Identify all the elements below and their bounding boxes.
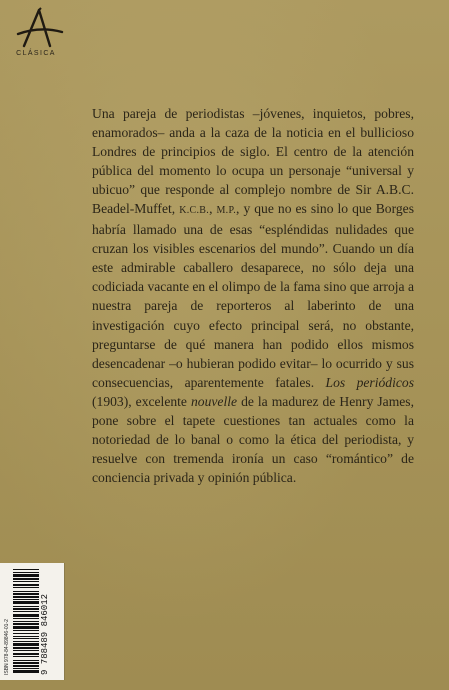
barcode-bar xyxy=(13,618,39,619)
barcode-bar xyxy=(13,623,39,625)
barcode-bar xyxy=(13,621,39,622)
barcode-bar xyxy=(13,662,39,664)
barcode-bar xyxy=(13,574,39,577)
barcode-bar xyxy=(13,608,39,610)
barcode-bar xyxy=(13,630,39,631)
barcode-bar xyxy=(13,581,39,582)
barcode-isbn: ISBN 978-84-89846-01-2 xyxy=(4,619,10,675)
barcode-bar xyxy=(13,593,39,595)
barcode-bar xyxy=(13,606,39,607)
barcode-bar xyxy=(13,569,39,570)
barcode-bar xyxy=(13,611,39,612)
kcb-abbrev: K.C.B. xyxy=(179,205,210,217)
barcode-bar xyxy=(13,653,39,655)
barcode-bar xyxy=(13,633,39,634)
barcode-bar xyxy=(13,643,39,646)
barcode-bar xyxy=(13,578,39,580)
barcode-bar xyxy=(13,647,39,649)
barcode-bars xyxy=(0,563,64,680)
barcode-bar xyxy=(13,638,39,639)
barcode xyxy=(0,563,65,680)
barcode-bar xyxy=(13,587,39,588)
barcode-bar xyxy=(13,641,39,642)
barcode-bar xyxy=(13,668,39,669)
logo-label: CLÁSICA xyxy=(16,50,56,57)
barcode-bar xyxy=(13,591,39,592)
barcode-bar xyxy=(13,636,39,637)
blurb-text: Una pareja de periodistas –jóvenes, inquietos, pobres, enamorados– anda a la caza de la noticia en el bullicioso Londres de principios de siglo. El centro de la atención pública del momento lo ocupa un personaje “universal y ubicuo” que responde al complejo nombre de Sir A.B.C. Beadel-Muffet, K.C.B., M.P., y que no es sino lo que Borges habría llamado una de esas “espléndidas nulidades que cruzan los visibles escenarios del mundo”. Cuando un día este admirable caballero desaparece, no sólo deja una codiciada vacante en el olimpo de la fama sino que arroja a nuestra pareja de reporteros al laberinto de una investigación cuyo efecto principal será, no obstante, preguntarse de qué manera han podido ellos mismos desencadenar –o hubieran podido evitar– lo ocurrido y sus consecuencias, aparentemente fatales. Los periódicos (1903), excelente nouvelle de la madurez de Henry James, pone sobre el tapete cuestiones tan actuales como la notoriedad de lo banal o como la ética del periodista, y resuelve con tremenda ironía un caso “romántico” de conciencia privada y opinión pública. xyxy=(92,106,414,485)
barcode-bar xyxy=(13,665,39,667)
barcode-bar xyxy=(13,596,39,598)
barcode-bar xyxy=(13,656,39,657)
barcode-bar xyxy=(13,670,39,673)
barcode-bar xyxy=(13,626,39,629)
barcode-bar xyxy=(13,572,39,573)
barcode-bar xyxy=(13,650,39,651)
barcode-bar xyxy=(13,614,39,617)
book-title: Los periódicos xyxy=(325,374,414,390)
nouvelle-word: nouvelle xyxy=(191,393,238,409)
barcode-bar xyxy=(13,660,39,661)
barcode-bar xyxy=(13,599,39,600)
mp-abbrev: M.P. xyxy=(216,205,237,217)
barcode-digits: 9 788489 846012 xyxy=(40,593,50,675)
barcode-bar xyxy=(13,584,39,586)
barcode-bar xyxy=(13,601,39,604)
